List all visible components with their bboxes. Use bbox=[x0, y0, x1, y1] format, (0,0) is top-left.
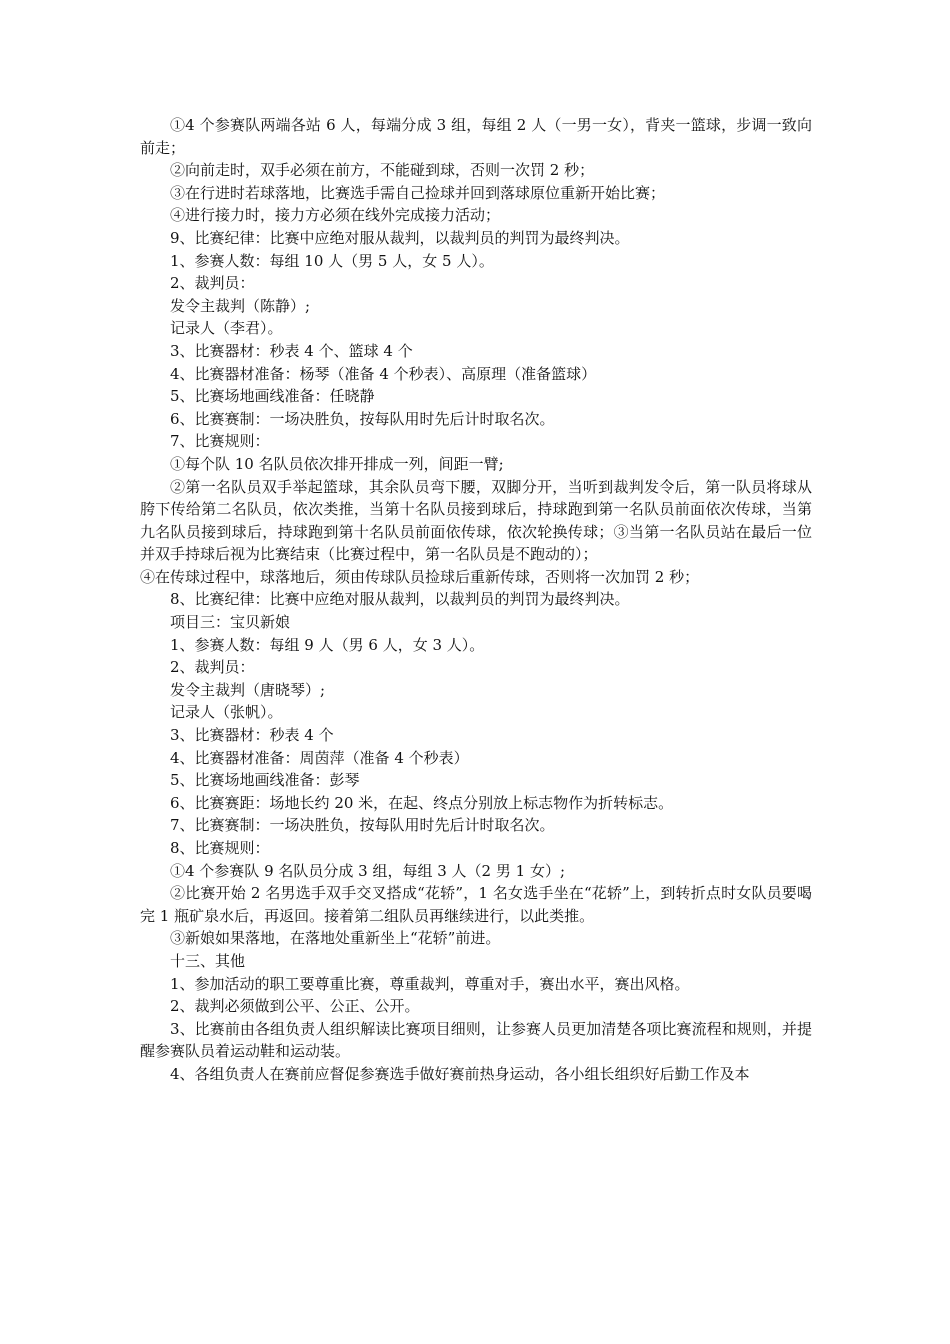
paragraph: 6、比赛赛距：场地长约 20 米，在起、终点分别放上标志物作为折转标志。 bbox=[170, 793, 674, 812]
paragraph: ①4 个参赛队两端各站 6 人，每端分成 3 组，每组 2 人（一男一女），背夹一篮球，步调一致向前走； bbox=[140, 116, 812, 157]
paragraph: 3、比赛器材：秒表 4 个 bbox=[170, 726, 334, 745]
paragraph: 8、比赛纪律：比赛中应绝对服从裁判，以裁判员的判罚为最终判决。 bbox=[170, 590, 630, 609]
paragraph: ④进行接力时，接力方必须在线外完成接力活动； bbox=[170, 206, 501, 225]
paragraph: 6、比赛赛制：一场决胜负，按每队用时先后计时取名次。 bbox=[170, 409, 555, 428]
paragraph: ④在传球过程中，球落地后，须由传球队员捡球后重新传球，否则将一次加罚 2 秒； bbox=[140, 567, 700, 586]
paragraph: 4、各组负责人在赛前应督促参赛选手做好赛前热身运动，各小组长组织好后勤工作及本 bbox=[170, 1064, 750, 1083]
paragraph: 5、比赛场地画线准备：彭琴 bbox=[170, 771, 360, 790]
paragraph: 2、裁判必须做到公平、公正、公开。 bbox=[170, 997, 420, 1016]
paragraph: 2、裁判员： bbox=[170, 274, 255, 293]
paragraph: 9、比赛纪律：比赛中应绝对服从裁判，以裁判员的判罚为最终判决。 bbox=[170, 228, 630, 247]
paragraph: 记录人（张帆）。 bbox=[170, 703, 283, 722]
paragraph: ①4 个参赛队 9 名队员分成 3 组，每组 3 人（2 男 1 女）; bbox=[170, 861, 565, 880]
paragraph: ③在行进时若球落地，比赛选手需自己捡球并回到落球原位重新开始比赛； bbox=[170, 183, 666, 202]
paragraph: ③新娘如果落地，在落地处重新坐上“花轿”前进。 bbox=[170, 929, 501, 948]
paragraph: 1、参加活动的职工要尊重比赛，尊重裁判，尊重对手，赛出水平，赛出风格。 bbox=[170, 974, 690, 993]
paragraph: ②向前走时，双手必须在前方，不能碰到球，否则一次罚 2 秒； bbox=[170, 161, 595, 180]
paragraph: 1、参赛人数：每组 9 人（男 6 人，女 3 人）。 bbox=[170, 635, 485, 654]
paragraph: 记录人（李君）。 bbox=[170, 319, 283, 338]
document-page bbox=[140, 114, 812, 1086]
paragraph: 十三、其他 bbox=[170, 951, 246, 970]
paragraph: ②第一名队员双手举起篮球，其余队员弯下腰，双脚分开，当听到裁判发令后，第一队员将球从胯下传给第二名队员，依次类推，当第十名队员接到球后，持球跑到第一名队员前面依次传球，当第九名队员接到球后，持球跑到第十名队员前面依传球，依次轮换传球；③当第一名队员站在最后一位并双手持球后视为比赛结束（比赛过程中，第一名队员是不跑动的）； bbox=[140, 477, 812, 564]
paragraph: 7、比赛赛制：一场决胜负，按每队用时先后计时取名次。 bbox=[170, 816, 555, 835]
paragraph: 发令主裁判（陈静）; bbox=[170, 296, 311, 315]
paragraph: 3、比赛器材：秒表 4 个、篮球 4 个 bbox=[170, 341, 413, 360]
paragraph: 8、比赛规则： bbox=[170, 839, 270, 857]
paragraph: 4、比赛器材准备：杨琴（准备 4 个秒表）、高原理（准备篮球） bbox=[170, 364, 597, 383]
paragraph: 7、比赛规则： bbox=[170, 432, 270, 451]
paragraph: 发令主裁判（唐晓琴）; bbox=[170, 680, 326, 699]
paragraph: ①每个队 10 名队员依次排开排成一列，间距一臂; bbox=[170, 454, 504, 473]
paragraph: 4、比赛器材准备：周茵萍（准备 4 个秒表） bbox=[170, 748, 469, 767]
paragraph: ②比赛开始 2 名男选手双手交叉搭成“花轿”，1 名女选手坐在“花轿”上，到转折点时女队员要喝完 1 瓶矿泉水后，再返回。接着第二组队员再继续进行，以此类推。 bbox=[140, 884, 812, 925]
paragraph: 2、裁判员： bbox=[170, 658, 255, 677]
paragraph: 3、比赛前由各组负责人组织解读比赛项目细则，让参赛人员更加清楚各项比赛流程和规则，并提醒参赛队员着运动鞋和运动装。 bbox=[140, 1019, 812, 1061]
paragraph: 1、参赛人数：每组 10 人（男 5 人，女 5 人）。 bbox=[170, 251, 494, 270]
paragraph: 5、比赛场地画线准备：任晓静 bbox=[170, 387, 375, 406]
paragraph: 项目三：宝贝新娘 bbox=[170, 613, 291, 632]
